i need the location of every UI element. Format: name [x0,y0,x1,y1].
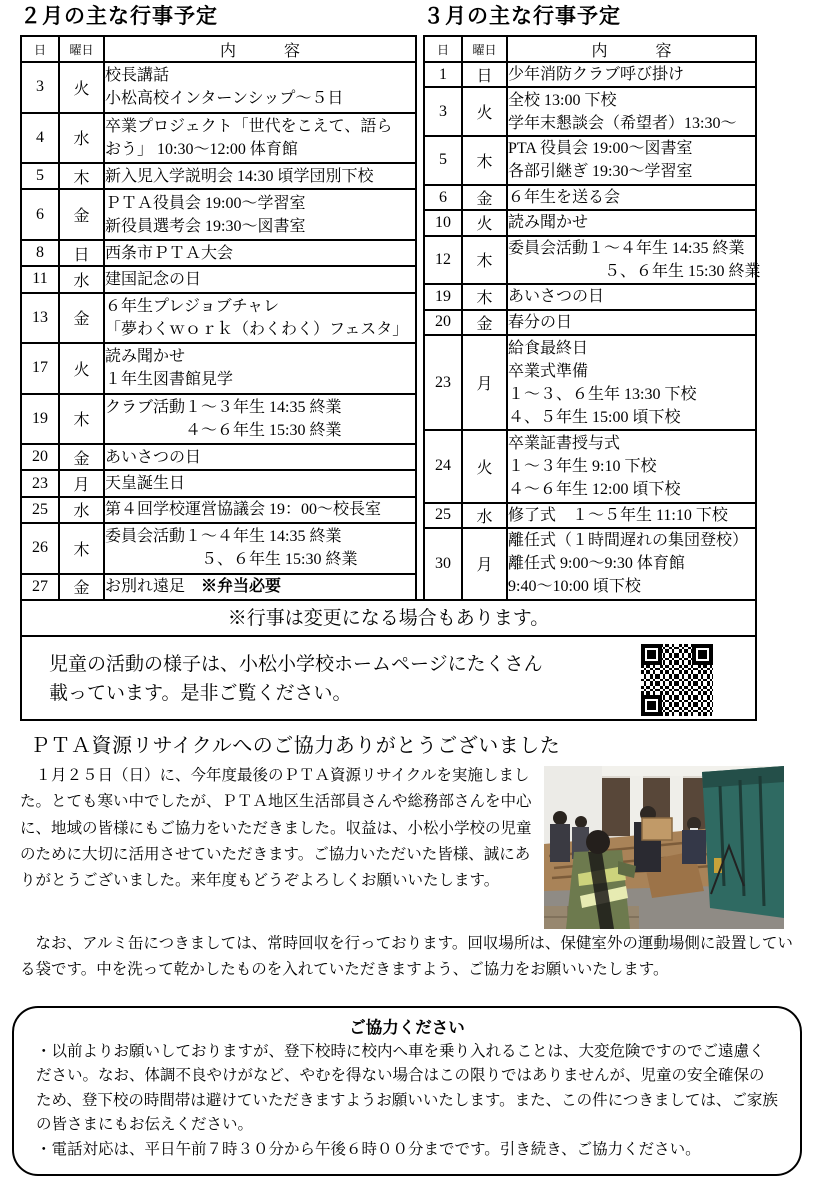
event-line: 第４回学校運営協議会 19：00～校長室 [105,501,382,519]
weekday-cell: 金 [462,185,507,210]
content-cell [104,497,416,523]
weekday-cell: 火 [462,210,507,235]
event-line: １～３年生 9:10 下校 [508,457,657,475]
schedule-row [21,497,416,523]
day-cell: 3 [21,62,59,113]
event-line: ６年生を送る会 [508,189,621,206]
event-line: ５、６年生 15:30 終業 [508,262,761,280]
event-line: 卒業プロジェクト「世代をこえて、語ら [105,117,393,135]
header-content: 内 容 [104,36,416,62]
event-line: ４～６年生 15:30 終業 [105,421,342,439]
cooperation-item: ・以前よりお願いしておりますが、登下校時に校内へ車を乗り入れることは、大変危険ですのでご遠慮ください。なお、体調不良やけがなど、やむを得ない場合はこの限りではありませんが、児童の安全確保のため、登下校の時間帯は避けていただきますようお願いいたします。また、この件につきましては、ご家族の皆さまにもお伝えください。 [36,1042,778,1134]
weekday-cell: 日 [462,62,507,87]
event-line: 建国記念の日 [105,270,202,288]
cooperation-box-title: ご協力ください [349,1018,465,1037]
weekday-cell: 金 [59,293,104,344]
table-header-row [21,36,416,62]
header-day: 日 [424,36,462,62]
content-cell [507,284,756,309]
content-cell [104,574,416,600]
schedule-change-notice: ※行事は変更になる場合もあります。 [20,599,757,637]
weekday-cell: 金 [59,189,104,240]
day-cell: 17 [21,343,59,394]
february-title: ２月の主な行事予定 [20,5,218,28]
event-line: 読み聞かせ [508,214,589,232]
schedule-row [21,240,416,266]
header-day: 日 [21,36,59,62]
weekday-cell: 木 [59,163,104,189]
day-cell: 12 [424,236,462,285]
day-cell: 6 [21,189,59,240]
schedule-row [21,343,416,394]
schedule-row [21,113,416,164]
content-cell [104,163,416,189]
event-line: 卒業式準備 [508,362,589,380]
schedule-row [424,62,756,87]
weekday-cell: 木 [462,284,507,309]
schedule-row [21,394,416,445]
schedule-row [424,430,756,502]
day-cell: 11 [21,266,59,292]
day-cell: 23 [21,470,59,496]
weekday-cell: 水 [59,266,104,292]
homepage-note-line: 児童の活動の様子は、小松小学校ホームページにたくさん [49,654,543,675]
content-cell [507,503,756,528]
homepage-note-line: 載っています。是非ご覧ください。 [49,683,352,704]
event-line: 少年消防クラブ呼び掛け [508,66,685,84]
schedule-row [21,523,416,574]
schedule-row [21,163,416,189]
cooperation-box [12,1006,802,1176]
day-cell: 25 [424,503,462,528]
event-line: お別れ遠足 ※弁当必要 [105,578,282,596]
day-cell: 24 [424,430,462,502]
content-cell [507,136,756,185]
day-cell: 19 [424,284,462,309]
day-cell: 20 [21,444,59,470]
event-line: 全校 13:00 下校 [508,91,617,109]
event-line: PTA 役員会 19:00～図書室 [508,140,693,158]
qr-finder-icon [641,644,662,665]
event-line: あいさつの日 [105,448,202,466]
event-line: 小松高校インターンシップ～５日 [105,90,344,108]
event-line: 新入児入学説明会 14:30 頃学団別下校 [105,167,374,185]
event-line: 校長講話 [105,67,170,85]
content-cell [507,87,756,136]
content-cell [104,343,416,394]
header-content: 内 容 [507,36,756,62]
weekday-cell: 金 [462,310,507,335]
weekday-cell: 月 [462,335,507,430]
schedule-row [21,266,416,292]
content-cell [104,523,416,574]
content-cell [507,210,756,235]
event-line: １～３、６生年 13:30 下校 [508,385,697,403]
day-cell: 5 [424,136,462,185]
day-cell: 8 [21,240,59,266]
pta-paragraph-1: １月２５日（日）に、今年度最後のＰＴＡ資源リサイクルを実施しました。とても寒い中でしたが、ＰＴＡ地区生活部員さんや総務部さんを中心に、地域の皆様にもご協力をいただきました。収益は、小松小学校の児童のために大切に活用させていただきます。ご協力いただいた皆様、誠にありがとうございました。来年度もどうぞよろしくお願いいたします。 [20,767,532,890]
schedule-row [424,185,756,210]
day-cell: 13 [21,293,59,344]
content-cell [104,113,416,164]
day-cell: 20 [424,310,462,335]
day-cell: 19 [21,394,59,445]
schedule-row [21,470,416,496]
header-weekday: 曜日 [462,36,507,62]
day-cell: 5 [21,163,59,189]
event-line: 読み聞かせ [105,348,186,366]
content-cell [507,62,756,87]
day-cell: 4 [21,113,59,164]
event-line: 「夢わくｗｏｒｋ（わくわく）フェスタ」 [105,320,409,338]
content-cell [104,62,416,113]
event-line: 天皇誕生日 [105,475,186,493]
event-line: 各部引継ぎ 19:30～学習室 [508,163,693,181]
day-cell: 23 [424,335,462,430]
event-line: 春分の日 [508,313,573,331]
event-line: 9:40～10:00 頃下校 [508,578,641,596]
cooperation-item: ・電話対応は、平日午前７時３０分から午後６時００分までです。引き続き、ご協力ください。 [36,1140,701,1158]
content-cell [104,444,416,470]
day-cell: 10 [424,210,462,235]
content-cell [507,236,761,285]
schedule-row [424,310,756,335]
content-cell [507,430,756,502]
weekday-cell: 金 [59,574,104,600]
event-line: ４、５年生 15:00 頃下校 [508,408,681,426]
weekday-cell: 木 [462,236,507,285]
recycling-photo [544,766,784,929]
event-line: ５、６年生 15:30 終業 [105,551,358,569]
event-line: 卒業証書授与式 [508,434,621,452]
weekday-cell: 月 [59,470,104,496]
pta-section-heading: ＰＴＡ資源リサイクルへのご協力ありがとうございました [30,735,561,757]
weekday-cell: 水 [59,497,104,523]
qr-finder-icon [692,644,713,665]
event-line: 給食最終日 [508,339,589,357]
weekday-cell: 火 [462,430,507,502]
schedule-row [424,503,756,528]
event-line: 修了式 １～５年生 11:10 下校 [508,506,728,524]
schedule-row [21,62,416,113]
day-cell: 6 [424,185,462,210]
schedule-row [21,189,416,240]
schedule-row [424,528,756,600]
event-line: 離任式（１時間遅れの集団登校） [508,532,749,550]
table-header-row [424,36,756,62]
weekday-cell: 水 [462,503,507,528]
pta-article [20,763,802,929]
schedule-row [424,335,756,430]
schedule-row [21,574,416,600]
event-line: ＰＴＡ役員会 19:00～学習室 [105,194,306,212]
february-schedule-table [20,35,417,601]
weekday-cell: 火 [59,343,104,394]
schedule-row [424,210,756,235]
content-cell [104,394,416,445]
day-cell: 30 [424,528,462,600]
schedule-row [21,293,416,344]
content-cell [104,293,416,344]
homepage-note-row [20,635,757,721]
event-line: 委員会活動１～４年生 14:35 終業 [508,239,745,257]
event-line: おう」 10:30～12:00 体育館 [105,140,298,158]
content-cell [507,185,756,210]
content-cell [104,470,416,496]
march-title: ３月の主な行事予定 [423,5,621,28]
day-cell: 3 [424,87,462,136]
schedule-row [424,284,756,309]
pta-paragraph-2: なお、アルミ缶につきましては、常時回収を行っております。回収場所は、保健室外の運動場側に設置している袋です。中を洗って乾かしたものを入れていただきますよう、ご協力をお願いいたします。 [20,935,793,979]
weekday-cell: 木 [59,394,104,445]
event-line: クラブ活動１～３年生 14:35 終業 [105,398,342,416]
day-cell: 27 [21,574,59,600]
event-line: ４～６年生 12:00 頃下校 [508,480,681,498]
weekday-cell: 火 [462,87,507,136]
event-line: 離任式 9:00～9:30 体育館 [508,555,685,573]
march-schedule-table [423,35,761,601]
event-line: 新役員選考会 19:30～図書室 [105,217,306,235]
event-line: 委員会活動１～４年生 14:35 終業 [105,528,342,546]
event-line: あいさつの日 [508,288,605,306]
weekday-cell: 水 [59,113,104,164]
schedule-tables [20,35,813,601]
content-cell [507,335,756,430]
weekday-cell: 火 [59,62,104,113]
event-line: ６年生プレジョブチャレ [105,297,280,315]
schedule-row [424,236,756,285]
schedule-titles [20,4,813,30]
event-line: １年生図書館見学 [105,371,234,389]
day-cell: 26 [21,523,59,574]
qr-finder-icon [641,695,662,716]
schedule-row [424,136,756,185]
schedule-row [21,444,416,470]
weekday-cell: 木 [59,523,104,574]
qr-code [641,644,713,716]
content-cell [104,189,416,240]
day-cell: 1 [424,62,462,87]
weekday-cell: 日 [59,240,104,266]
content-cell [104,240,416,266]
content-cell [104,266,416,292]
schedule-row [424,87,756,136]
weekday-cell: 木 [462,136,507,185]
weekday-cell: 月 [462,528,507,600]
event-line: 学年末懇談会（希望者）13:30～ [508,114,737,132]
weekday-cell: 金 [59,444,104,470]
content-cell [507,310,756,335]
header-weekday: 曜日 [59,36,104,62]
day-cell: 25 [21,497,59,523]
event-line: 西条市ＰＴＡ大会 [105,244,234,262]
content-cell [507,528,756,600]
